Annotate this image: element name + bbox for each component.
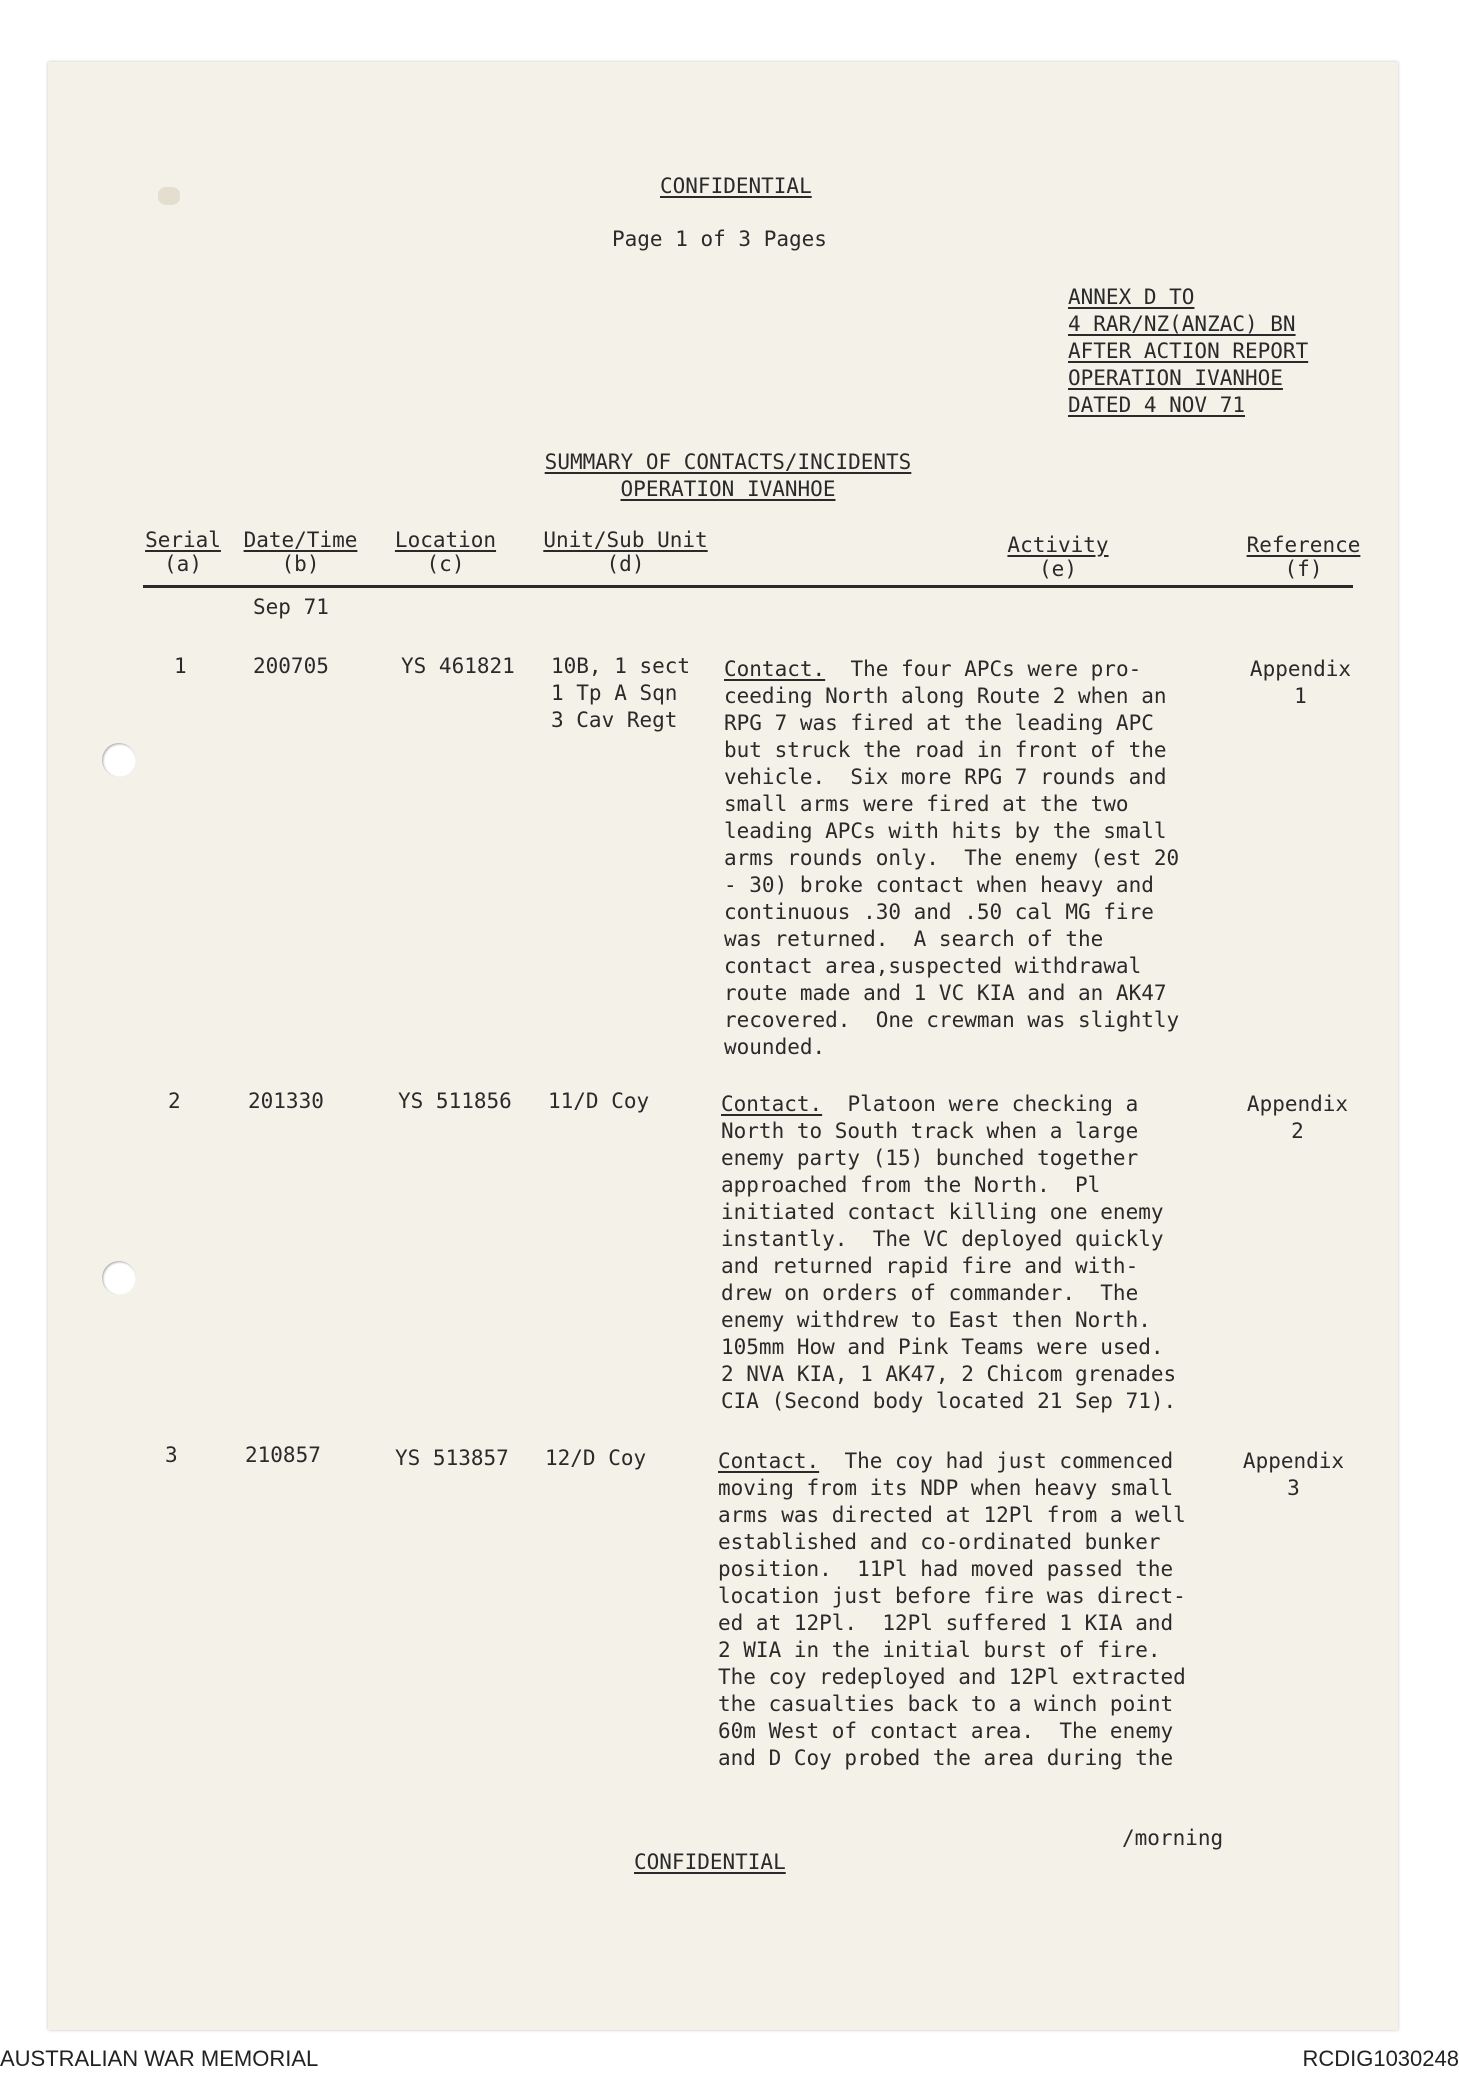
serial-cell: 1: [174, 654, 187, 678]
annex-line-4: OPERATION IVANHOE: [1068, 366, 1283, 390]
col-header-serial: Serial (a): [145, 528, 221, 576]
activity-cell: [724, 656, 1179, 1061]
activity-cell: [721, 1091, 1176, 1415]
annex-line-2: 4 RAR/NZ(ANZAC) BN: [1068, 312, 1296, 336]
annex-block: [1068, 284, 1308, 419]
annex-line-5: DATED 4 NOV 71: [1068, 393, 1246, 417]
activity-text: The coy had just commenced moving from its NDP when heavy small arms was directed at 12Pl from a well established and co-ordinated bunker position. 11Pl had moved passed the location just before fire was direct- ed at 12Pl. 12Pl suffered 1 KIA and 2 WIA in the initial burst of fire. The coy redeployed and 12Pl extracted the casualties back to a winch point 60m West of contact area. The enemy and D Coy probed the area during the: [718, 1449, 1186, 1770]
page-info: Page 1 of 3 Pages: [612, 227, 827, 251]
classification-top: CONFIDENTIAL: [660, 174, 812, 198]
reference-cell: Appendix 1: [1249, 657, 1352, 708]
col-header-location: Location (c): [394, 528, 497, 576]
continuation-word: /morning: [1122, 1826, 1224, 1850]
activity-text: The four APCs were pro- ceeding North along Route 2 when an RPG 7 was fired at the leading APC but struck the road in front of the vehicle. Six more RPG 7 rounds and small arms were fired at the two leading APCs with hits by the small arms rounds only. The enemy (est 20 - 30) broke contact when heavy and continuous .30 and .50 cal MG fire was returned. A search of the contact area,suspected withdrawal route made and 1 VC KIA and an AK47 recovered. One crewman was slightly wounded.: [724, 657, 1180, 1059]
paper-stain: [158, 187, 180, 205]
activity-title: Contact.: [724, 657, 826, 681]
reference-cell: Appendix 3: [1242, 1449, 1345, 1500]
punch-hole-bottom: [102, 1261, 136, 1295]
serial-cell: 2: [168, 1089, 181, 1113]
archive-footer-left: AUSTRALIAN WAR MEMORIAL: [0, 2046, 319, 2071]
serial-cell: 3: [165, 1443, 178, 1467]
punch-hole-top: [102, 743, 136, 777]
location-cell: YS 511856: [398, 1089, 512, 1113]
annex-line-3: AFTER ACTION REPORT: [1068, 339, 1309, 363]
location-cell: YS 461821: [401, 654, 515, 678]
datetime-cell: 201330: [248, 1089, 324, 1113]
col-header-unit: Unit/Sub Unit (d): [543, 528, 708, 576]
activity-text: Platoon were checking a North to South track when a large enemy party (15) bunched together approached from the North. Pl initiated contact killing one enemy instantly. The VC deployed quickly and returned rapid fire and with- drew on orders of commander. The enemy withdrew to East then North. 105mm How and Pink Teams were used. 2 NVA KIA, 1 AK47, 2 Chicom grenades CIA (Second body located 21 Sep 71).: [721, 1092, 1177, 1413]
col-header-datetime: Date/Time (b): [243, 528, 358, 576]
classification-bottom: CONFIDENTIAL: [634, 1850, 786, 1874]
document-page: [48, 62, 1398, 2030]
annex-line-1: ANNEX D TO: [1068, 285, 1195, 309]
summary-title: [538, 449, 918, 503]
header-rule: [143, 585, 1353, 588]
month-label: Sep 71: [253, 595, 329, 619]
col-header-activity: Activity (e): [1007, 533, 1109, 581]
summary-title-line1: SUMMARY OF CONTACTS/INCIDENTS: [544, 450, 912, 474]
archive-footer-right: RCDIG1030248: [1302, 2046, 1459, 2071]
summary-title-line2: OPERATION IVANHOE: [620, 477, 836, 501]
col-header-reference: Reference (f): [1246, 533, 1361, 581]
unit-cell: 12/D Coy: [545, 1446, 647, 1470]
unit-cell: 11/D Coy: [548, 1089, 650, 1113]
activity-title: Contact.: [721, 1092, 823, 1116]
reference-cell: Appendix 2: [1246, 1092, 1349, 1143]
location-cell: YS 513857: [395, 1446, 509, 1470]
activity-title: Contact.: [718, 1449, 820, 1473]
unit-cell: 10B, 1 sect 1 Tp A Sqn 3 Cav Regt: [551, 654, 691, 732]
activity-cell: [718, 1448, 1186, 1772]
datetime-cell: 200705: [253, 654, 329, 678]
datetime-cell: 210857: [245, 1443, 321, 1467]
